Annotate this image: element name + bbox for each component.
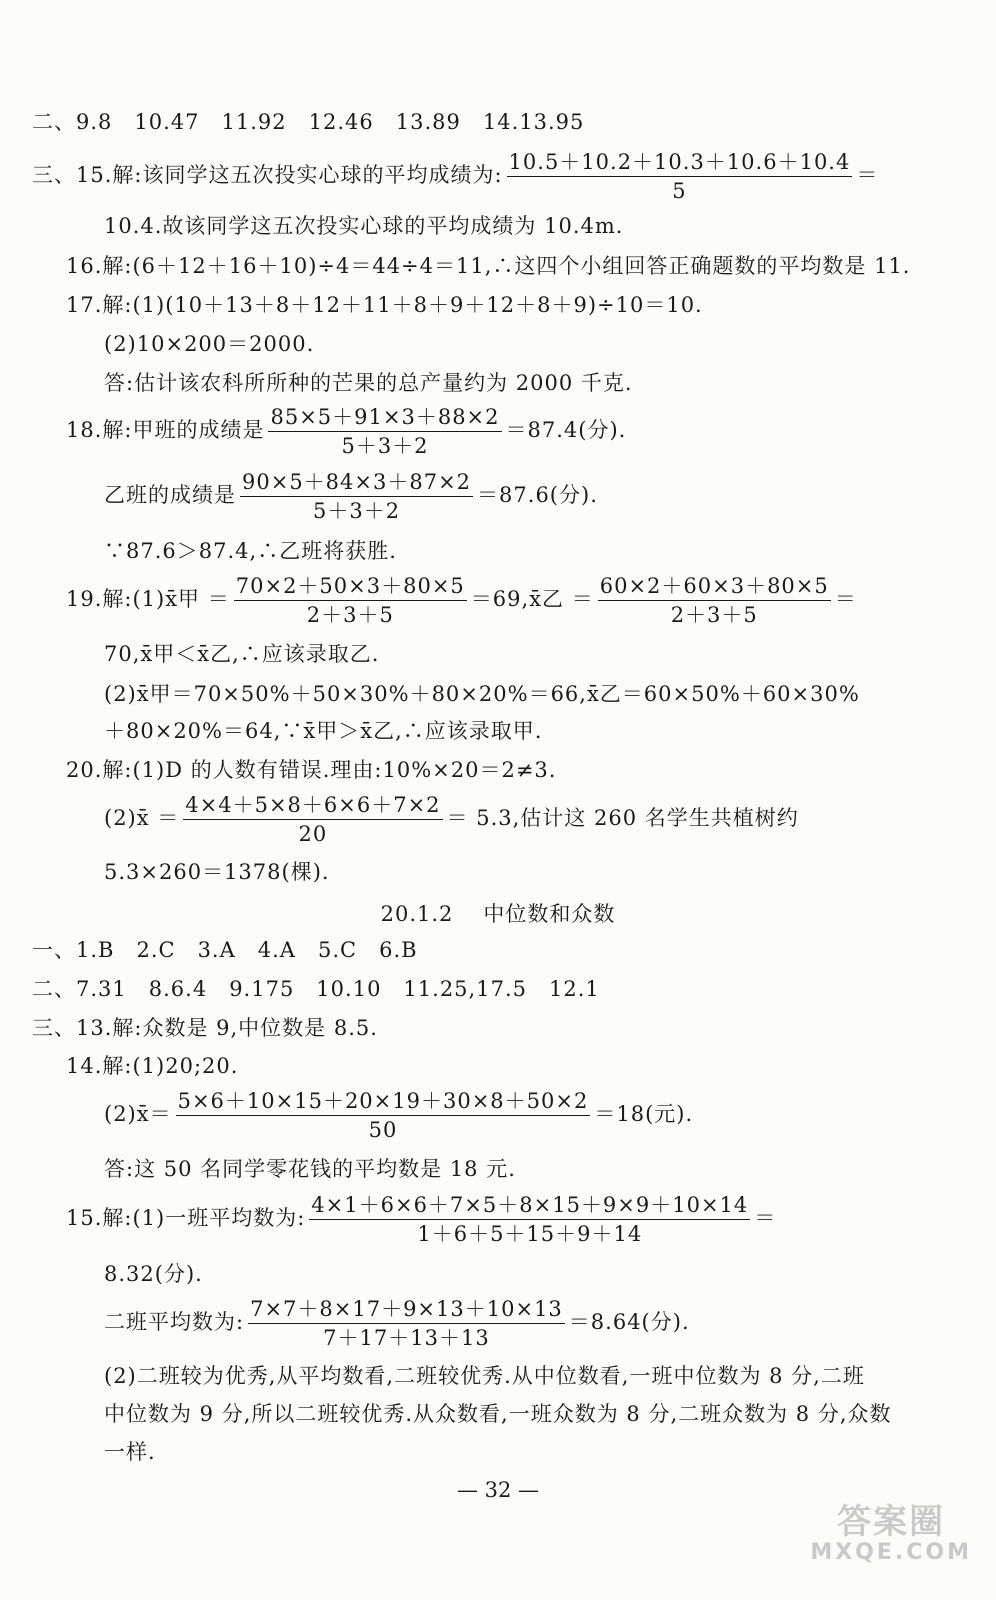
- fraction-numerator: 5×6＋10×15＋20×19＋30×8＋50×2: [176, 1089, 591, 1116]
- answer-line-with-fraction: [66, 574, 857, 627]
- answer-line: (2)x̄甲＝70×50%＋50×30%＋80×20%＝66,x̄乙＝60×50%＋60×30%: [104, 682, 860, 706]
- answer-line-with-fraction: [104, 470, 598, 523]
- fraction: [234, 574, 467, 627]
- line-text: 二班平均数为:: [104, 1310, 245, 1334]
- answer-line-with-fraction: [66, 1193, 776, 1246]
- answer-line: 二、9.8 10.47 11.92 12.46 13.89 14.13.95: [32, 110, 585, 134]
- line-text: (2)x̄＝: [104, 1102, 172, 1126]
- line-text: 15.解:(1)一班平均数为:: [66, 1206, 306, 1230]
- fraction-numerator: 4×1＋6×6＋7×5＋8×15＋9×9＋10×14: [309, 1193, 750, 1220]
- answer-line: 一样.: [104, 1440, 156, 1464]
- answer-line: (2)二班较为优秀,从平均数看,二班较优秀.从中位数看,一班中位数为 8 分,二班: [104, 1364, 865, 1388]
- line-text: ＝8.64(分).: [568, 1310, 690, 1334]
- fraction-denominator: 2＋3＋5: [306, 603, 394, 627]
- section-heading: [0, 898, 996, 928]
- answer-line: ＋80×20%＝64,∵x̄甲＞x̄乙,∴应该录取甲.: [104, 719, 543, 743]
- line-text: ＝: [834, 587, 857, 611]
- line-text: ＝69,x̄乙 ＝: [470, 587, 594, 611]
- fraction: [183, 793, 442, 846]
- answer-line-with-fraction: [104, 1089, 693, 1142]
- answer-line-with-fraction: [32, 150, 878, 203]
- fraction-denominator: 5＋3＋2: [341, 434, 429, 458]
- line-text: 乙班的成绩是: [104, 483, 236, 507]
- fraction: [309, 1193, 750, 1246]
- watermark-text: 答案圈: [837, 1502, 946, 1542]
- fraction-denominator: 5＋3＋2: [312, 499, 401, 523]
- answer-line: 16.解:(6＋12＋16＋10)÷4＝44÷4＝11,∴这四个小组回答正确题数的平均数是 11.: [66, 254, 911, 278]
- watermark-url: MXQE.COM: [810, 1540, 972, 1566]
- fraction-numerator: 70×2＋50×3＋80×5: [234, 574, 467, 601]
- answer-line-with-fraction: [66, 405, 626, 458]
- fraction-denominator: 1＋6＋5＋15＋9＋14: [417, 1222, 643, 1246]
- line-text: (2)x̄ ＝: [104, 806, 180, 830]
- line-text: ＝87.4(分).: [505, 418, 627, 442]
- fraction-numerator: 60×2＋60×3＋80×5: [598, 574, 831, 601]
- answer-line: 17.解:(1)(10＋13＋8＋12＋11＋8＋9＋12＋8＋9)÷10＝10.: [66, 293, 703, 317]
- section-number: 20.1.2: [380, 902, 454, 926]
- fraction-numerator: 4×4＋5×8＋6×6＋7×2: [183, 793, 442, 820]
- watermark-logo: [810, 1504, 972, 1566]
- page-number: — 32 —: [456, 1478, 540, 1502]
- fraction-denominator: 20: [298, 822, 328, 846]
- answer-line: 70,x̄甲＜x̄乙,∴应该录取乙.: [104, 642, 380, 666]
- line-text: ＝ 5.3,估计这 260 名学生共植树约: [446, 806, 799, 830]
- line-text: 19.解:(1)x̄甲 ＝: [66, 587, 230, 611]
- fraction: [598, 574, 831, 627]
- line-text: ＝18(元).: [594, 1102, 694, 1126]
- fraction-numerator: 85×5＋91×3＋88×2: [268, 405, 501, 432]
- answer-line: 一、1.B 2.C 3.A 4.A 5.C 6.B: [32, 938, 418, 962]
- fraction-denominator: 50: [368, 1118, 398, 1142]
- line-text: 18.解:甲班的成绩是: [66, 418, 265, 442]
- fraction: [240, 470, 473, 523]
- line-text: ＝: [754, 1206, 777, 1230]
- answer-line: 答:估计该农科所所种的芒果的总产量约为 2000 千克.: [104, 371, 633, 395]
- answer-line: 二、7.31 8.6.4 9.175 10.10 11.25,17.5 12.1: [32, 977, 600, 1001]
- fraction-denominator: 2＋3＋5: [670, 603, 758, 627]
- answer-line: 10.4.故该同学这五次投实心球的平均成绩为 10.4m.: [104, 214, 624, 238]
- fraction-denominator: 5: [672, 179, 687, 203]
- answer-line: 三、13.解:众数是 9,中位数是 8.5.: [32, 1016, 378, 1040]
- fraction-denominator: 7＋17＋13＋13: [323, 1326, 490, 1350]
- line-text: ＝87.6(分).: [477, 483, 598, 507]
- fraction-numerator: 7×7＋8×17＋9×13＋10×13: [248, 1297, 565, 1324]
- answer-line: 答:这 50 名同学零花钱的平均数是 18 元.: [104, 1157, 516, 1181]
- answer-line: 5.3×260＝1378(棵).: [104, 860, 330, 884]
- fraction-numerator: 90×5＋84×3＋87×2: [240, 470, 473, 497]
- answer-line: (2)10×200＝2000.: [104, 332, 315, 356]
- answer-line: 20.解:(1)D 的人数有错误.理由:10%×20＝2≠3.: [66, 758, 557, 782]
- fraction: [248, 1297, 565, 1350]
- answer-line: 14.解:(1)20;20.: [66, 1054, 239, 1078]
- line-text: ＝: [856, 163, 879, 187]
- line-text: 三、15.解:该同学这五次投实心球的平均成绩为:: [32, 163, 503, 187]
- answer-line: ∵87.6＞87.4,∴乙班将获胜.: [104, 539, 397, 563]
- answer-line-with-fraction: [104, 793, 799, 846]
- fraction: [507, 150, 853, 203]
- answer-line: 8.32(分).: [104, 1262, 203, 1286]
- fraction-numerator: 10.5＋10.2＋10.3＋10.6＋10.4: [507, 150, 853, 177]
- fraction: [176, 1089, 591, 1142]
- answer-line-with-fraction: [104, 1297, 690, 1350]
- answer-line: 中位数为 9 分,所以二班较优秀.从众数看,一班众数为 8 分,二班众数为 8 分,众数: [104, 1402, 892, 1426]
- fraction: [268, 405, 501, 458]
- section-title: 中位数和众数: [483, 902, 616, 926]
